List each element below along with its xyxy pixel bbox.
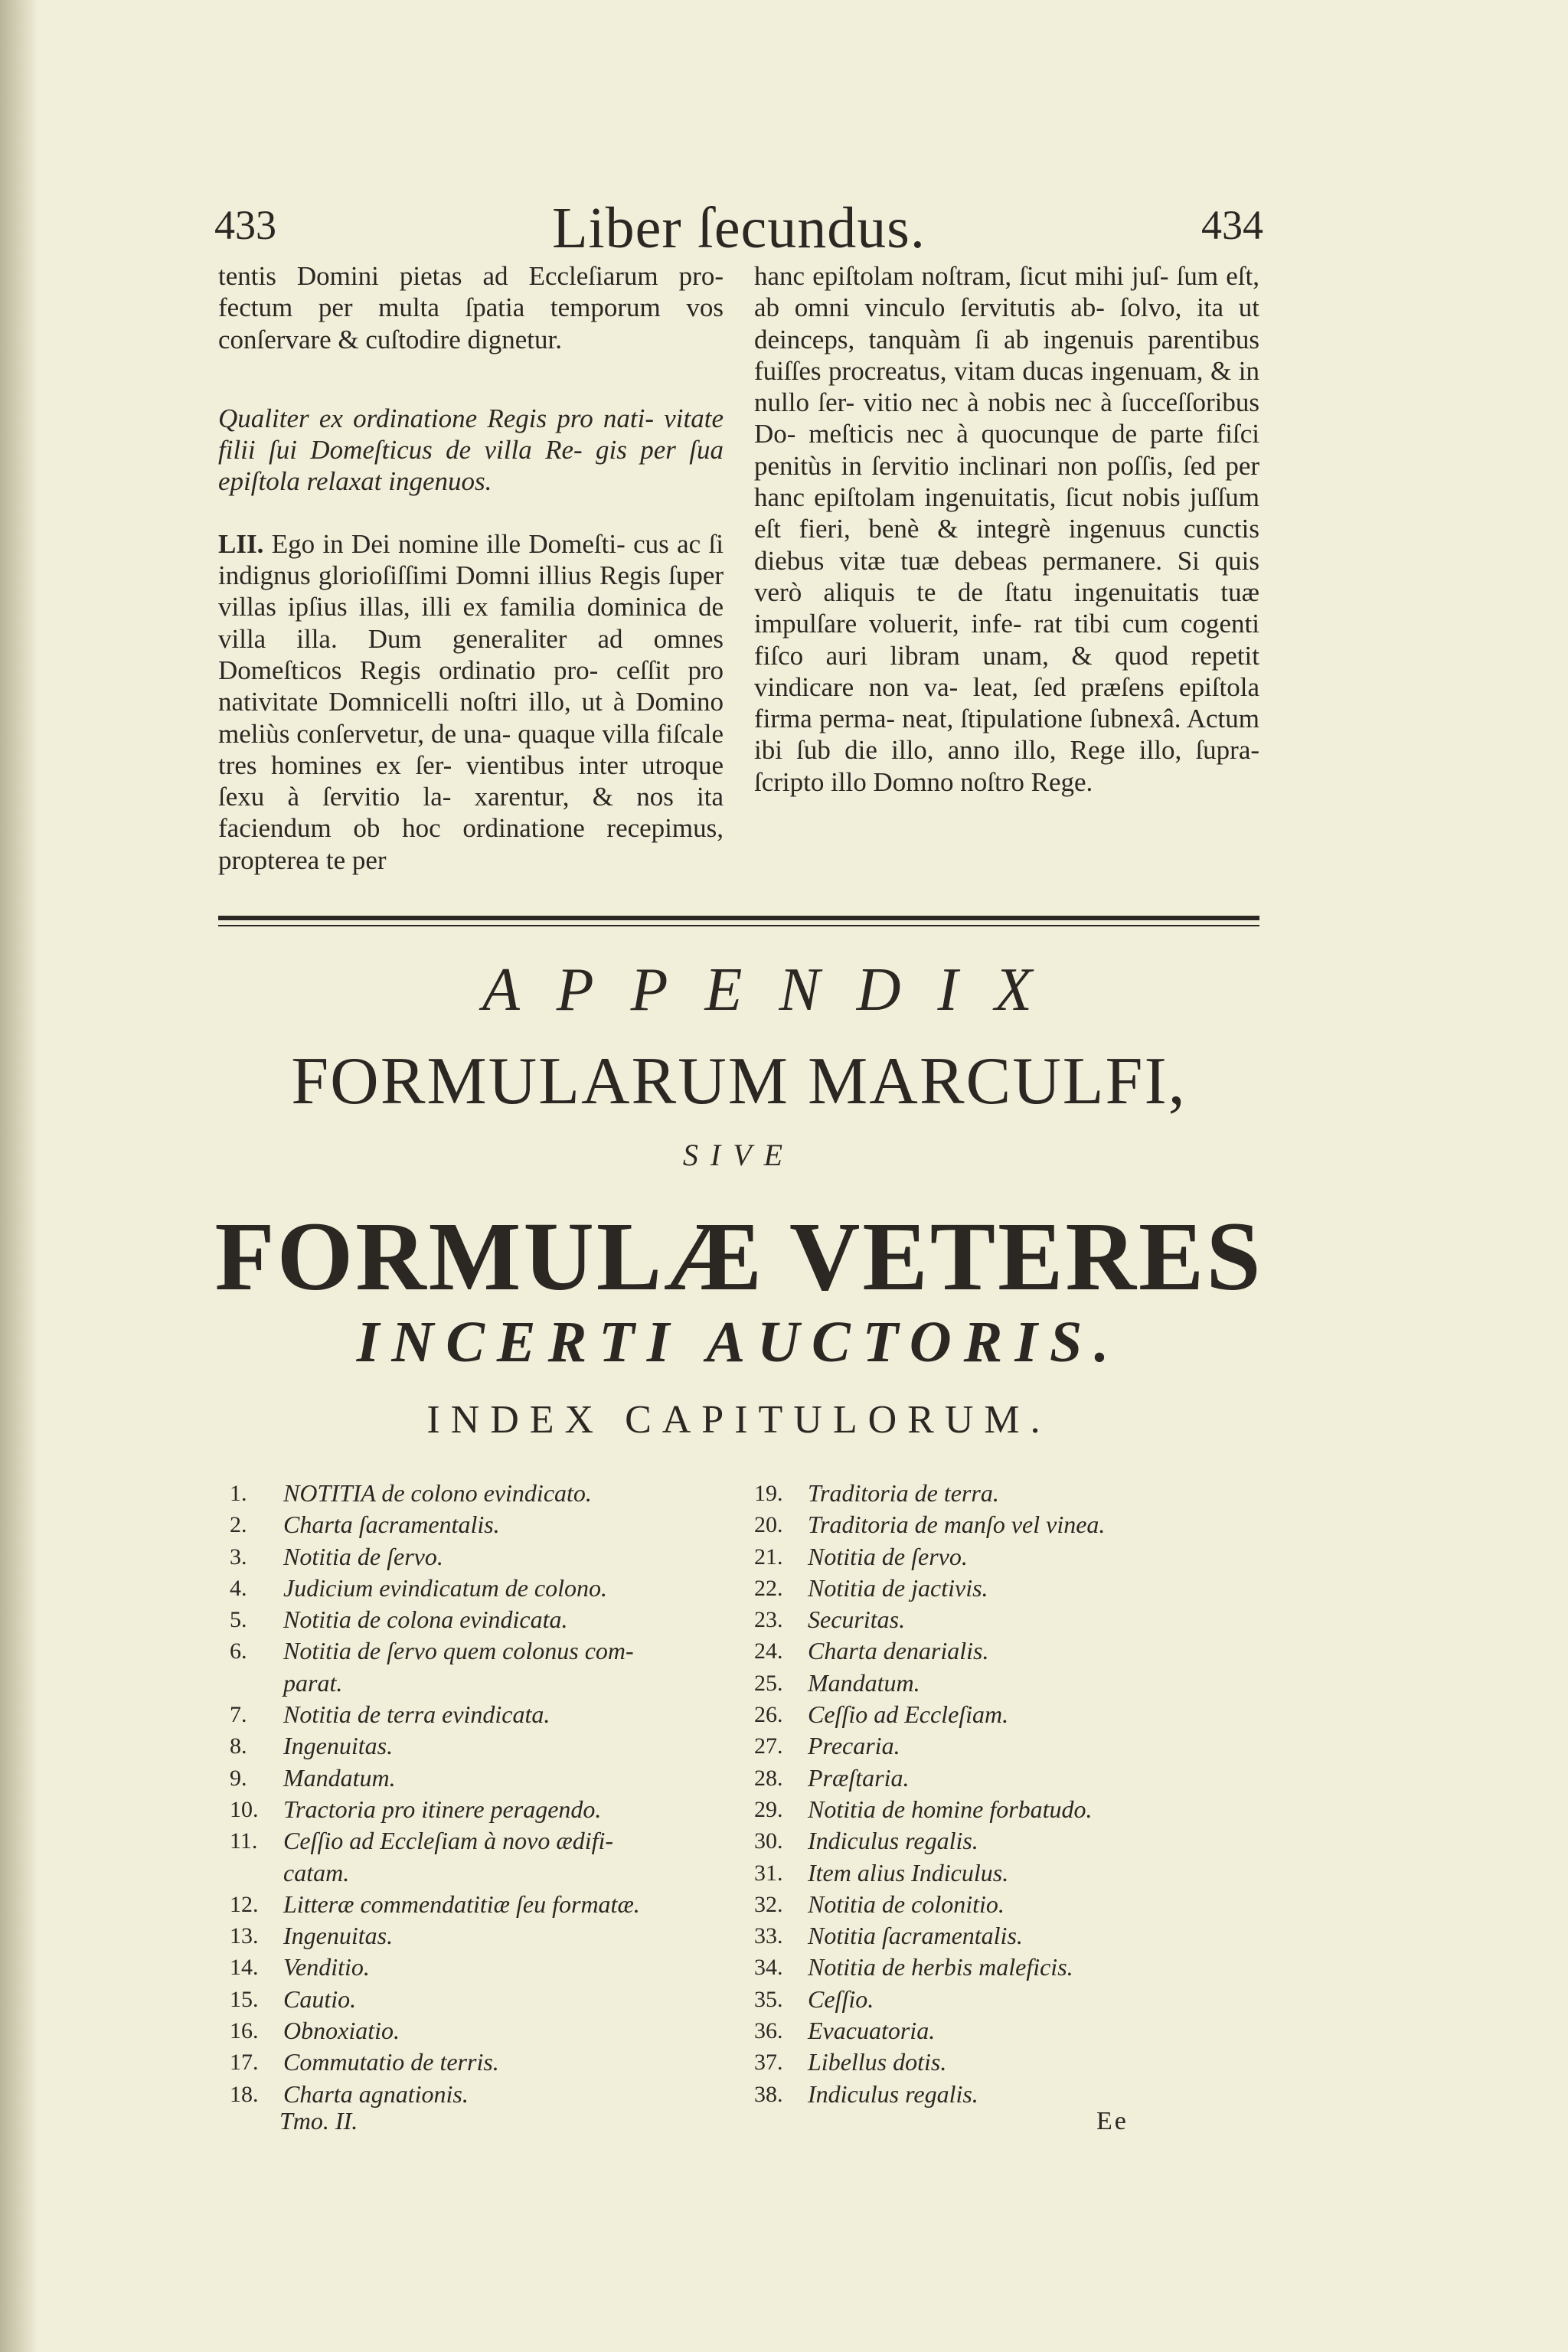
toc-item: 14. Venditio.	[230, 1953, 370, 1981]
toc-item: 29. Notitia de homine forbatudo.	[754, 1795, 1093, 1823]
chapter-lii-text: LII. Ego in Dei nomine ille Domeſti- cus ac ſi indignus glorioſiſſimi Domni illius Regis ſuper villas ipſius illas, illi ex familia dominica de villa illa. Dum generaliter ad omnes Domeſticos Regis ordinatio pro- ceſſit pro nativitate Domnicelli noſtri illo, ut à Domino meliùs conſervetur, de una- quaque villa fiſcale tres homines ex ſer- vientibus inter utroque ſexu à ſervitio la- xarentur, & nos ita faciendum ob hoc ordinatione recepimus, propterea te per	[218, 528, 724, 875]
toc-item: 24. Charta denarialis.	[754, 1637, 989, 1665]
title-appendix: APPENDIX	[482, 956, 1070, 1024]
chapter-lii-continuation: hanc epiſtolam noſtram, ſicut mihi juſ- ſum eſt, ab omni vinculo ſervitutis ab- ſolvo, ita ut deinceps, tanquàm ſi ab ingenuis parentibus fuiſſes procreatus, vitam ducas ingenuam, & in nullo ſer- vitio nec à nobis nec à ſucceſſoribus Do- meſticis nec à quocunque de parte fiſci penitùs in ſervitio inclinari non poſſis, ſed per hanc epiſtolam ingenuitatis, ſicut nobis juſſum eſt fieri, benè & integrè ingenuus cunctis diebus vitæ tuæ debeas permanere. Si quis verò aliquis te de ſtatu ingenuitatis tuæ impulſare voluerit, infe- rat tibi cum cogenti fiſco auri libram unam, & quod repetit vindicare non va- leat, ſed præſens epiſtola firma perma- neat, ſtipulatione ſubnexâ. Actum ibi ſub die illo, anno illo, Rege illo, ſupra- ſcripto illo Domno noſtro Rege.	[754, 261, 1260, 797]
toc-item: 32. Notitia de colonitio.	[754, 1890, 1004, 1918]
chapter-number: LII.	[218, 528, 264, 559]
toc-item: 16. Obnoxiatio.	[230, 2017, 400, 2045]
index-capitulorum-heading: INDEX CAPITULORUM.	[426, 1398, 1051, 1442]
toc-item: 28. Præſtaria.	[754, 1763, 910, 1792]
toc-item: 3. Notitia de ſervo.	[230, 1542, 443, 1570]
toc-item: 18. Charta agnationis.	[230, 2079, 469, 2108]
toc-item: 17. Commutatio de terris.	[230, 2048, 499, 2076]
toc-item: 6. Notitia de ſervo quem colonus com- parat.	[230, 1637, 634, 1697]
toc-item: 15. Cautio.	[230, 1984, 357, 2013]
signature-mark: Tmo. II.	[279, 2107, 358, 2135]
left-text-column	[218, 260, 724, 876]
page-header	[214, 195, 1263, 260]
toc-item: 37. Libellus dotis.	[754, 2048, 947, 2076]
page-number-right: 434	[1201, 202, 1263, 248]
page-number-left: 433	[214, 202, 276, 248]
toc-item: 7. Notitia de terra evindicata.	[230, 1700, 550, 1729]
toc-right-column	[754, 1478, 1259, 2110]
toc-item: 20. Traditoria de manſo vel vinea.	[754, 1511, 1106, 1539]
toc-item: 2. Charta ſacramentalis.	[230, 1511, 500, 1539]
section-divider-thin	[218, 925, 1259, 926]
title-formularum-marculfi: FORMULARUM MARCULFI,	[291, 1044, 1187, 1119]
toc-item: 22. Notitia de jactivis.	[754, 1573, 988, 1602]
toc-item: 5. Notitia de colona evindicata.	[230, 1606, 568, 1634]
toc-item: 9. Mandatum.	[230, 1763, 396, 1792]
toc-item: 33. Notitia ſacramentalis.	[754, 1922, 1023, 1950]
toc-item: 35. Ceſſio.	[754, 1984, 874, 2013]
toc-item: 10. Tractoria pro itinere peragendo.	[230, 1795, 602, 1823]
toc-left-column	[230, 1478, 735, 2110]
toc-item: 26. Ceſſio ad Eccleſiam.	[754, 1700, 1009, 1729]
catchword: Ee	[1096, 2107, 1129, 2135]
toc-item: 11. Ceſſio ad Eccleſiam à novo ædifi- catam.	[230, 1827, 614, 1886]
toc-item: 34. Notitia de herbis maleficis.	[754, 1953, 1073, 1981]
toc-item: 38. Indiculus regalis.	[754, 2079, 978, 2108]
section-divider-thick	[218, 916, 1259, 920]
toc-item: 25. Mandatum.	[754, 1668, 920, 1697]
title-sive: SIVE	[682, 1138, 795, 1172]
toc-item: 30. Indiculus regalis.	[754, 1827, 978, 1855]
right-text-column	[754, 260, 1259, 798]
chapter-rubric: Qualiter ex ordinatione Regis pro nati- vitate filii ſui Domeſticus de villa Re- gis per ſua epiſtola relaxat ingenuos.	[218, 403, 724, 497]
toc-item: 27. Precaria.	[754, 1732, 900, 1760]
title-incerti-auctoris: INCERTI AUCTORIS.	[356, 1310, 1122, 1374]
toc-item: 4. Judicium evindicatum de colono.	[230, 1573, 607, 1602]
toc-item: 13. Ingenuitas.	[230, 1922, 394, 1950]
toc-item: 1. NOTITIA de colono evindicato.	[230, 1479, 592, 1507]
toc-item: 31. Item alius Indiculus.	[754, 1858, 1009, 1886]
toc-item: 12. Litteræ commendatitiæ ſeu formatæ.	[230, 1890, 640, 1918]
toc-item: 21. Notitia de ſervo.	[754, 1542, 968, 1570]
toc-item: 19. Traditoria de terra.	[754, 1479, 999, 1507]
toc-item: 36. Evacuatoria.	[754, 2017, 936, 2045]
book-gutter	[0, 0, 37, 2352]
paragraph-continuation: tentis Domini pietas ad Eccleſiarum pro- fectum per multa ſpatia temporum vos conſervare & cuſtodire dignetur.	[218, 261, 724, 354]
toc-item: 8. Ingenuitas.	[230, 1732, 394, 1760]
toc-item: 23. Securitas.	[754, 1606, 906, 1634]
running-title: Liber ſecundus.	[552, 196, 926, 260]
title-formulae-veteres: FORMULÆ VETERES	[214, 1202, 1263, 1311]
